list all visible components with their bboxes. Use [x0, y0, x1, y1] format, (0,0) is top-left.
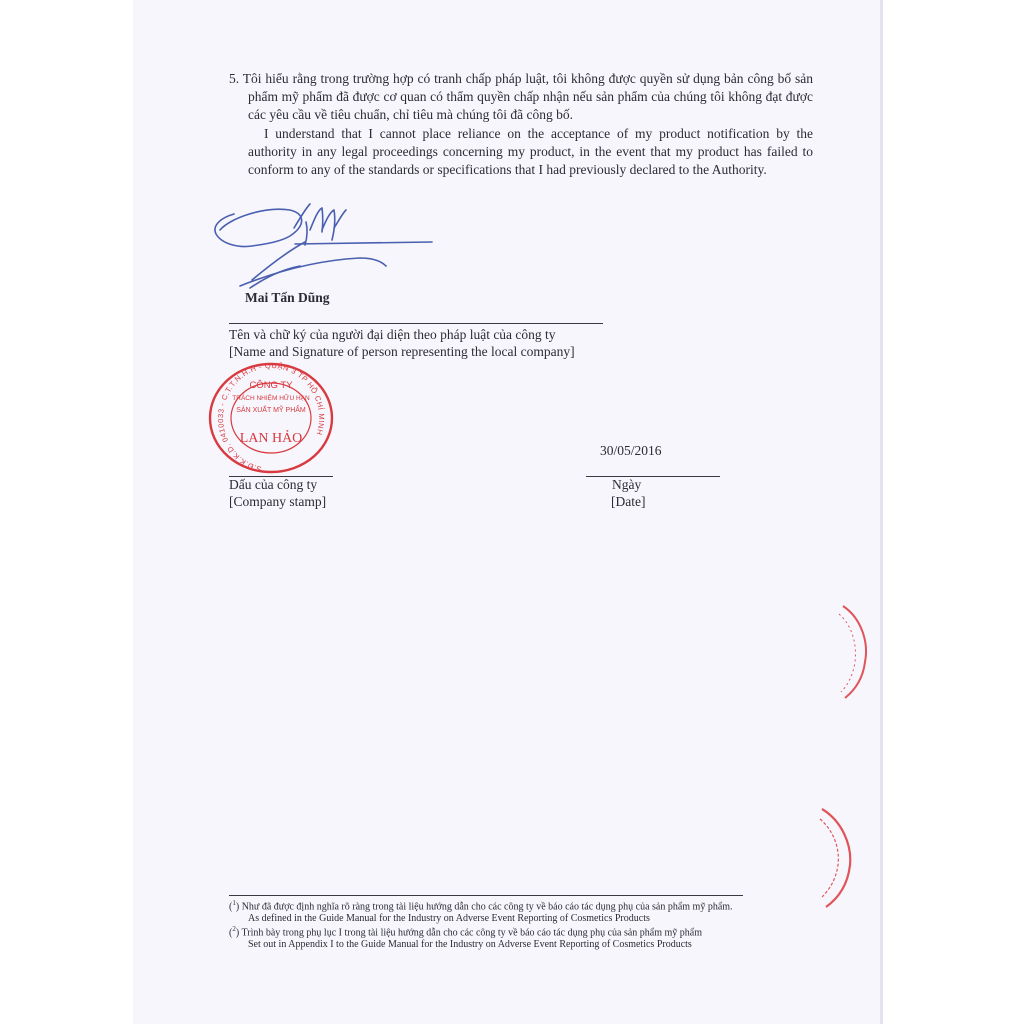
stamp-line-2: TRÁCH NHIỆM HỮU HẠN: [232, 395, 310, 402]
footnote-2: ($^2$) Trình bày trong phụ lục I trong tài liệu hướng dẫn cho các công ty về báo cáo tác dụng phụ của sản phẩm mỹ phẩm Set out in Appendix I to the Guide Manual for the Industry on Adverse Event Reporting of Cosmetics Products: [229, 924, 829, 950]
stamp-ring-text: S.Đ.K.K.D. 0410033 - C.T.T.N.H.H - QUẬN 3 TP HỒ CHÍ MINH: [216, 360, 327, 474]
footnote-1-vn: Như đã được định nghĩa rõ ràng trong tài liệu hướng dẫn cho các công ty về báo cáo tác dụng phụ của sản phẩm mỹ phẩm.: [241, 901, 733, 913]
footnote-1-en: As defined in the Guide Manual for the Industry on Adverse Event Reporting of Cosmetics Products: [248, 912, 650, 924]
footnote-1-mark: 1: [232, 899, 236, 907]
stamp-label-en: [Company stamp]: [229, 494, 327, 509]
clause-text-vn: 5. Tôi hiểu rằng trong trường hợp có tranh chấp pháp luật, tôi không được quyền sử dụng bản công bố sản phẩm mỹ phẩm đã được cơ quan có thẩm quyền chấp nhận nếu sản phẩm của chúng tôi không đạt được các yêu cầu về tiêu chuẩn, chỉ tiêu mà chúng tôi đã công bố.: [229, 71, 813, 123]
page-edge: [880, 0, 883, 1024]
partial-stamp-lower: [814, 805, 858, 909]
footnote-2-mark: 2: [232, 925, 236, 933]
handwritten-signature: [210, 200, 440, 295]
clause-5: [229, 70, 813, 179]
footnote-2-en: Set out in Appendix I to the Guide Manual for the Industry on Adverse Event Reporting of Cosmetics Products: [248, 938, 692, 950]
representative-label-en: [Name and Signature of person representing the local company]: [229, 344, 575, 359]
stamp-line-3: SẢN XUẤT MỸ PHẨM: [236, 407, 306, 414]
partial-stamp-upper: [835, 600, 875, 700]
stamp-label-vn: Dấu của công ty: [229, 477, 318, 492]
date-label-vn: Ngày: [612, 477, 642, 492]
clause-text-en: I understand that I cannot place reliance on the acceptance of my product notification by the authority in any legal proceedings concerning my product, in the event that my product has failed to conform to any of the standards or specifications that I had previously declared to the Authority.: [248, 125, 813, 178]
footnote-2-vn: Trình bày trong phụ lục I trong tài liệu hướng dẫn cho các công ty về báo cáo tác dụng phụ của sản phẩm mỹ phẩm: [241, 927, 703, 939]
date-value: 30/05/2016: [600, 443, 662, 458]
signature-line: [229, 323, 603, 324]
footnote-separator: [229, 895, 743, 896]
company-stamp: [205, 362, 337, 474]
representative-label-vn: Tên và chữ ký của người đại diện theo pháp luật của công ty: [229, 327, 556, 342]
stamp-company-name: LAN HẢO: [239, 431, 303, 446]
date-line: [586, 476, 720, 477]
footnote-1: ($^1$) Như đã được định nghĩa rõ ràng trong tài liệu hướng dẫn cho các công ty về báo cáo tác dụng phụ của sản phẩm mỹ phẩm. As defined in the Guide Manual for the Industry on Adverse Event Reporting of Cosmetics Products: [229, 898, 829, 924]
signer-name: Mai Tấn Dũng: [245, 290, 330, 305]
date-label-en: [Date]: [611, 494, 646, 509]
stamp-line-1: CÔNG TY: [249, 380, 293, 391]
